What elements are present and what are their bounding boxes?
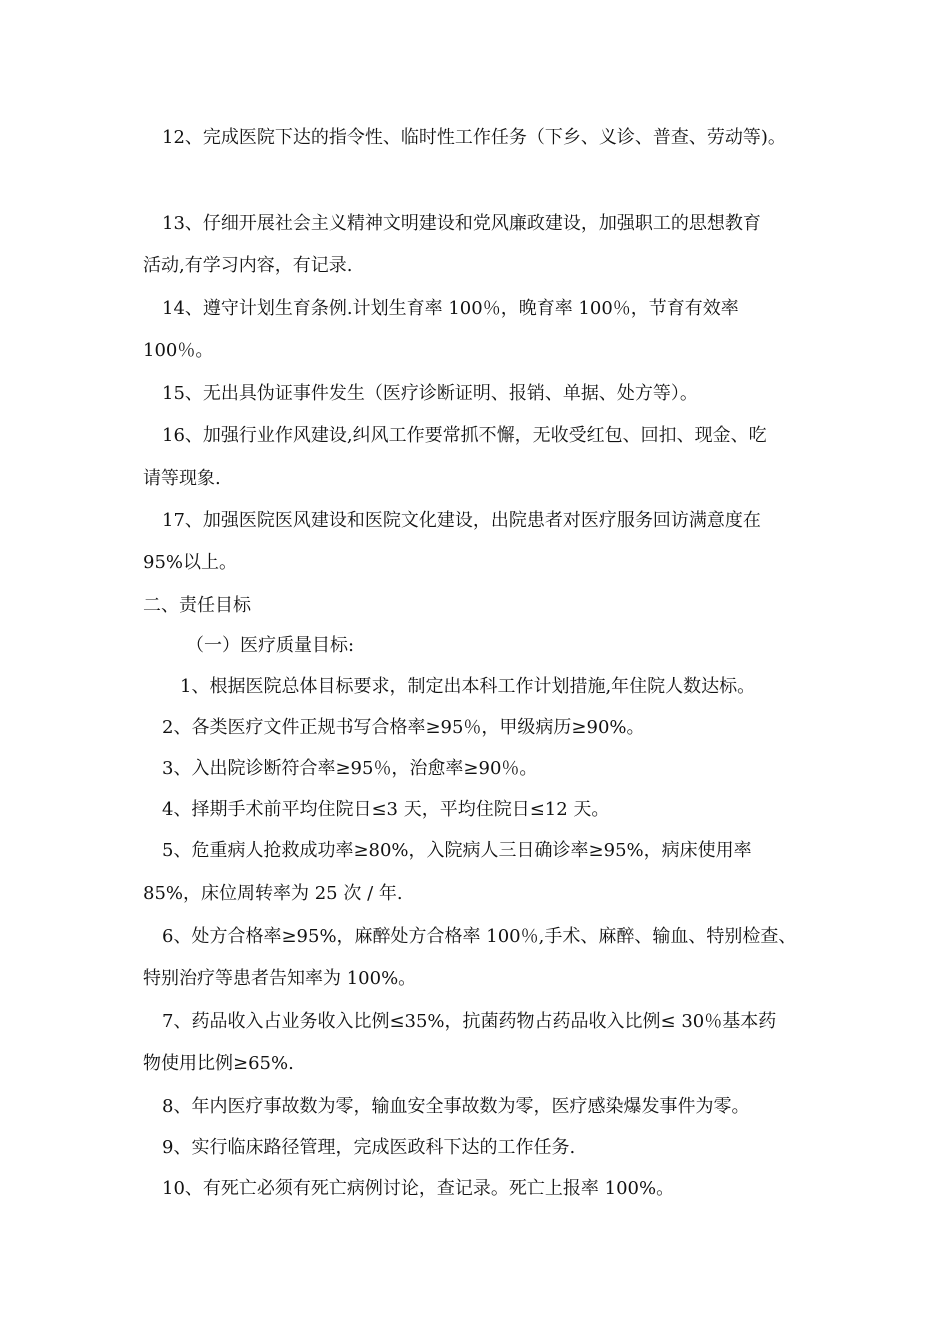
target-3: 3、入出院诊断符合率≥95％，治愈率≥90％。 bbox=[162, 758, 538, 779]
target-10: 10、有死亡必须有死亡病例讨论，查记录。死亡上报率 100%。 bbox=[162, 1178, 675, 1199]
target-5-line1: 5、危重病人抢救成功率≥80%，入院病人三日确诊率≥95%，病床使用率 bbox=[162, 840, 752, 861]
target-8: 8、年内医疗事故数为零，输血安全事故数为零，医疗感染爆发事件为零。 bbox=[162, 1096, 750, 1117]
subsection-heading: （一）医疗质量目标: bbox=[186, 635, 355, 656]
item-16-line2: 请等现象. bbox=[143, 468, 221, 489]
item-16-line1: 16、加强行业作风建设,纠风工作要常抓不懈，无收受红包、回扣、现金、吃 bbox=[162, 425, 767, 446]
target-6-line1: 6、处方合格率≥95%，麻醉处方合格率 100％,手术、麻醉、输血、特别检查、 bbox=[162, 926, 797, 947]
target-1: 1、根据医院总体目标要求，制定出本科工作计划措施,年住院人数达标。 bbox=[180, 676, 756, 697]
target-7-line1: 7、药品收入占业务收入比例≤35%，抗菌药物占药品收入比例≤ 30％基本药 bbox=[162, 1011, 777, 1032]
item-17-line1: 17、加强医院医风建设和医院文化建设，出院患者对医疗服务回访满意度在 bbox=[162, 510, 761, 531]
item-12: 12、完成医院下达的指令性、临时性工作任务（下乡、义诊、普查、劳动等)。 bbox=[162, 127, 786, 148]
target-4: 4、择期手术前平均住院日≤3 天，平均住院日≤12 天。 bbox=[162, 799, 610, 820]
item-14-line2: 100％。 bbox=[143, 340, 214, 361]
section-heading: 二、责任目标 bbox=[143, 595, 251, 616]
item-17-line2: 95%以上。 bbox=[143, 552, 238, 573]
item-15: 15、无出具伪证事件发生（医疗诊断证明、报销、单据、处方等）。 bbox=[162, 383, 698, 404]
item-13-line2: 活动,有学习内容，有记录. bbox=[143, 255, 353, 276]
target-7-line2: 物使用比例≥65%. bbox=[143, 1053, 294, 1074]
target-2: 2、各类医疗文件正规书写合格率≥95％，甲级病历≥90%。 bbox=[162, 717, 645, 738]
item-14-line1: 14、遵守计划生育条例.计划生育率 100％，晚育率 100％，节育有效率 bbox=[162, 298, 739, 319]
target-6-line2: 特别治疗等患者告知率为 100%。 bbox=[143, 968, 417, 989]
target-5-line2: 85%，床位周转率为 25 次 / 年. bbox=[143, 883, 403, 904]
item-13-line1: 13、仔细开展社会主义精神文明建设和党风廉政建设，加强职工的思想教育 bbox=[162, 213, 761, 234]
target-9: 9、实行临床路径管理，完成医政科下达的工作任务. bbox=[162, 1137, 576, 1158]
